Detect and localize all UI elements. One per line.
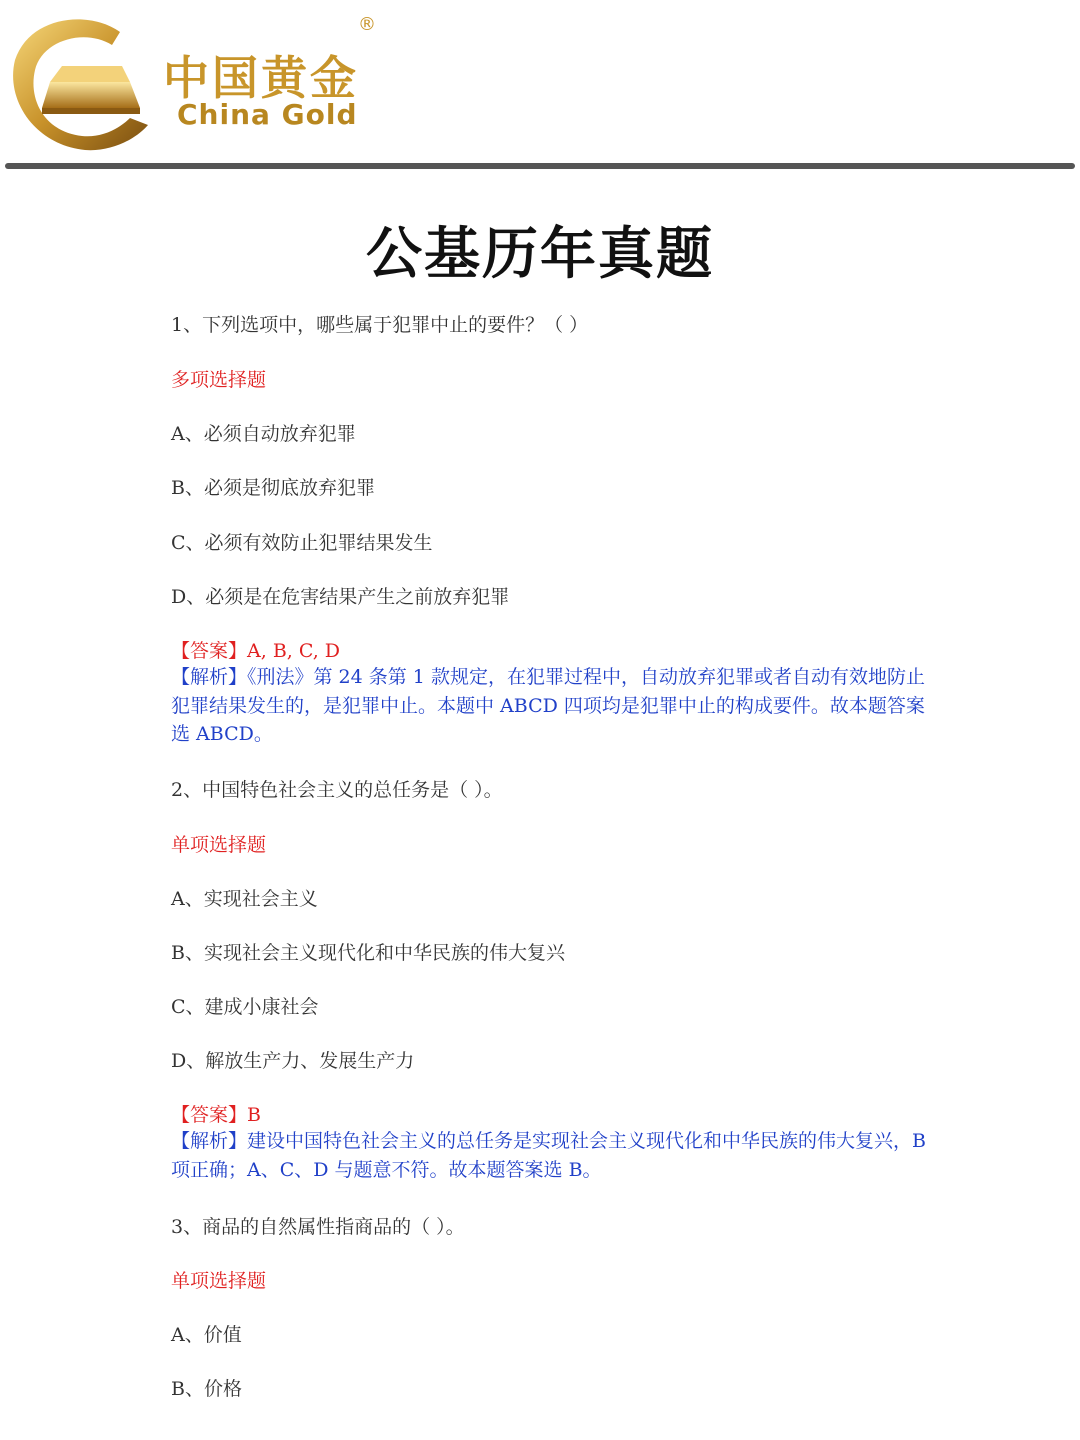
answer-tag: 【答案】 xyxy=(171,1104,248,1126)
question-2-option-b: B、实现社会主义现代化和中华民族的伟大复兴 xyxy=(171,942,565,964)
explanation-text: 《刑法》第 24 条第 1 款规定，在犯罪过程中，自动放弃犯罪或者自动有效地防止犯罪结果发生的，是犯罪中止。本题中 ABCD 四项均是犯罪中止的构成要件。故本题答案选 ABCD。 xyxy=(171,666,925,745)
logo-english-text: China Gold xyxy=(177,98,358,131)
question-3-option-b: B、价格 xyxy=(171,1378,242,1400)
question-2-answer xyxy=(171,1100,261,1127)
answer-tag: 【答案】 xyxy=(171,640,248,662)
header-divider xyxy=(5,163,1075,169)
explanation-tag: 【解析】 xyxy=(171,1130,248,1152)
china-gold-logo xyxy=(0,0,385,155)
registered-mark: ® xyxy=(358,14,376,35)
gold-ingot-emblem-icon xyxy=(0,0,160,155)
question-1-option-a: A、必须自动放弃犯罪 xyxy=(171,423,356,445)
question-2-type: 单项选择题 xyxy=(171,834,267,856)
question-1-explanation xyxy=(171,663,941,749)
page-title: 公基历年真题 xyxy=(366,222,714,287)
question-3-stem: 3、商品的自然属性指商品的（ ）。 xyxy=(171,1216,465,1238)
logo-chinese-text: 中国黄金 xyxy=(163,51,359,105)
question-1-stem: 1、下列选项中，哪些属于犯罪中止的要件？（ ） xyxy=(171,314,589,336)
question-1-type: 多项选择题 xyxy=(171,369,267,391)
question-1-option-d: D、必须是在危害结果产生之前放弃犯罪 xyxy=(171,586,510,608)
question-2-option-d: D、解放生产力、发展生产力 xyxy=(171,1050,415,1072)
question-3-option-a: A、价值 xyxy=(171,1324,242,1346)
answer-value: B xyxy=(247,1104,261,1126)
explanation-text: 建设中国特色社会主义的总任务是实现社会主义现代化和中华民族的伟大复兴，B 项正确；A、C、D 与题意不符。故本题答案选 B。 xyxy=(171,1130,926,1181)
question-1-answer xyxy=(171,636,340,663)
question-1-option-c: C、必须有效防止犯罪结果发生 xyxy=(171,532,433,554)
question-2-explanation xyxy=(171,1127,941,1184)
explanation-tag: 【解析】 xyxy=(171,666,248,688)
question-1-option-b: B、必须是彻底放弃犯罪 xyxy=(171,477,375,499)
question-2-stem: 2、中国特色社会主义的总任务是（ ）。 xyxy=(171,779,503,801)
answer-value: A, B, C, D xyxy=(247,640,341,662)
question-2-option-c: C、建成小康社会 xyxy=(171,996,319,1018)
question-3-type: 单项选择题 xyxy=(171,1270,267,1292)
question-2-option-a: A、实现社会主义 xyxy=(171,888,318,910)
